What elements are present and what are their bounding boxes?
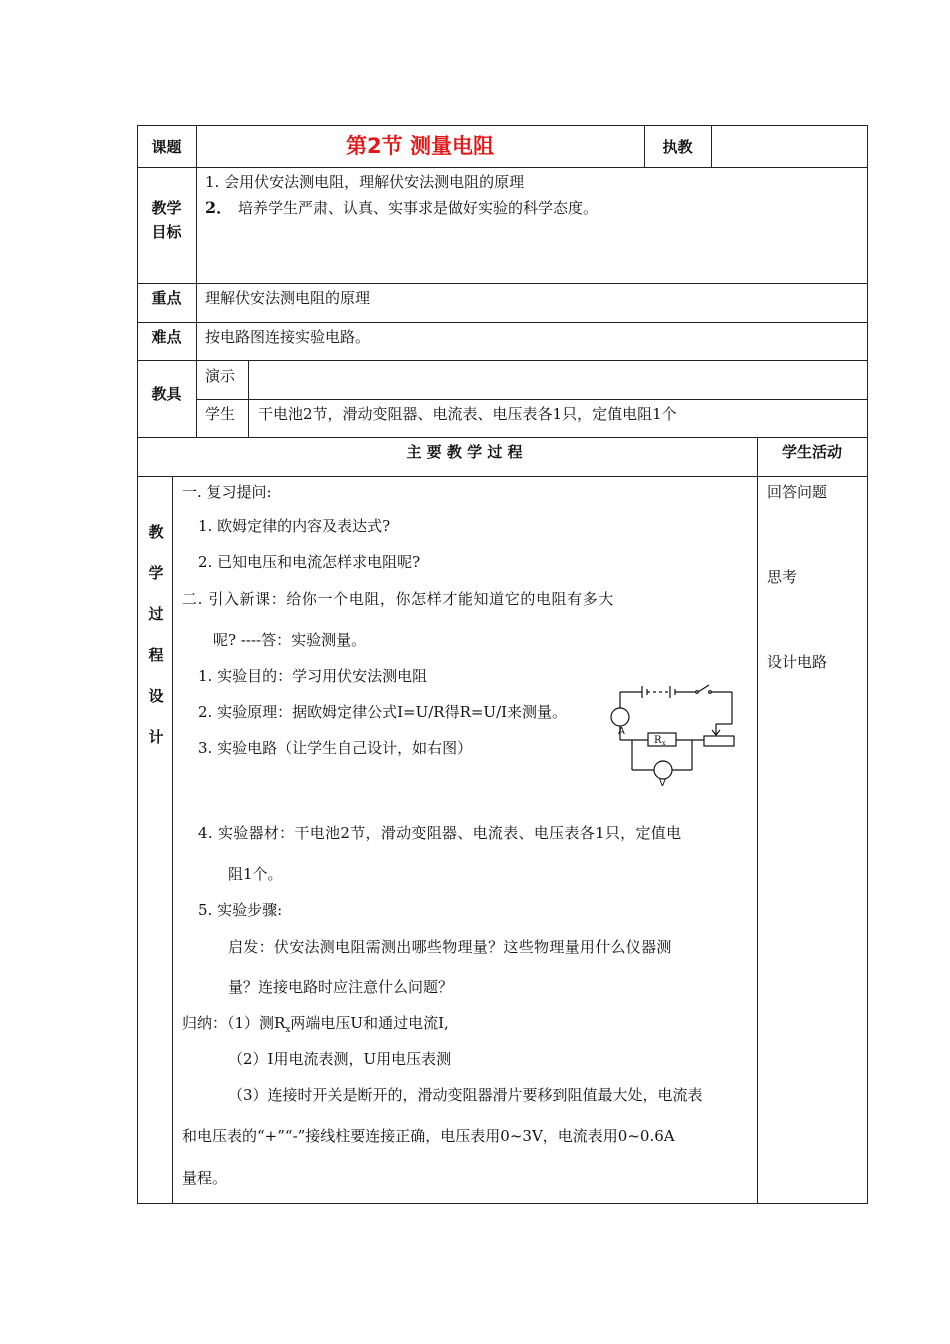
section-intro: 呢? ----答：实验测量。 bbox=[213, 631, 367, 649]
process-vertical-label bbox=[140, 522, 172, 768]
resistor-label: R bbox=[654, 735, 662, 746]
equipment-label: 教具 bbox=[151, 385, 182, 403]
topic-label: 课题 bbox=[151, 138, 182, 156]
process-label-char: 教 bbox=[148, 523, 164, 541]
goal-item: 培养学生严肃、认真、实事求是做好实验的科学态度。 bbox=[238, 199, 599, 217]
inspire-text: 量？连接电路时应注意什么问题？ bbox=[228, 978, 454, 996]
experiment-equipment: 4. 实验器材：干电池2节，滑动变阻器、电流表、电压表各1只，定值电 bbox=[198, 824, 682, 842]
table-border bbox=[137, 437, 868, 438]
experiment-steps: 5. 实验步骤: bbox=[198, 901, 283, 919]
process-title: 主 要 教 学 过 程 bbox=[406, 443, 523, 461]
resistor-subscript: x bbox=[662, 740, 666, 747]
review-question: 1. 欧姆定律的内容及表达式? bbox=[198, 517, 391, 535]
summary-text: 两端电压U和通过电流I, bbox=[290, 1014, 449, 1032]
demo-label: 演示 bbox=[205, 367, 236, 385]
teacher-label: 执教 bbox=[662, 138, 693, 156]
student-activity: 回答问题 bbox=[767, 483, 828, 501]
summary-item: 和电压表的“+”“-”接线柱要连接正确，电压表用0~3V，电流表用0~0.6A bbox=[182, 1127, 675, 1145]
goals-label: 教学 bbox=[151, 199, 182, 217]
summary-subscript: x bbox=[285, 1025, 291, 1035]
table-border bbox=[196, 399, 868, 400]
experiment-principle: 2. 实验原理：据欧姆定律公式I=U/R得R=U/I来测量。 bbox=[198, 703, 568, 721]
summary-item bbox=[182, 1013, 449, 1040]
student-equipment: 干电池2节，滑动变阻器、电流表、电压表各1只，定值电阻1个 bbox=[258, 405, 677, 423]
table-border bbox=[867, 125, 868, 1204]
review-question: 2. 已知电压和电流怎样求电阻呢? bbox=[198, 553, 421, 571]
process-label-char: 过 bbox=[148, 605, 164, 623]
summary-item: （2）I用电流表测，U用电压表测 bbox=[228, 1050, 452, 1068]
table-border bbox=[137, 476, 868, 477]
voltmeter-label: V bbox=[659, 778, 666, 789]
table-border bbox=[137, 322, 868, 323]
difficulty-text: 按电路图连接实验电路。 bbox=[205, 328, 371, 346]
table-border bbox=[137, 167, 868, 168]
experiment-circuit: 3. 实验电路（让学生自己设计，如右图） bbox=[198, 739, 473, 757]
difficulty-label: 难点 bbox=[151, 328, 182, 346]
goal-item: 1. 会用伏安法测电阻，理解伏安法测电阻的原理 bbox=[205, 173, 525, 191]
student-label: 学生 bbox=[205, 405, 236, 423]
process-label-char: 计 bbox=[148, 728, 164, 746]
table-border bbox=[137, 125, 868, 126]
section-review: 一. 复习提问: bbox=[182, 483, 272, 501]
process-label-char: 程 bbox=[148, 646, 164, 664]
goal-item-number: 2． bbox=[205, 198, 233, 217]
table-border bbox=[248, 360, 249, 438]
activity-header: 学生活动 bbox=[781, 443, 842, 461]
goals-label: 目标 bbox=[151, 223, 182, 241]
key-point-label: 重点 bbox=[151, 289, 182, 307]
summary-item: （3）连接时开关是断开的，滑动变阻器滑片要移到阻值最大处，电流表 bbox=[228, 1086, 703, 1104]
student-activity: 思考 bbox=[767, 568, 798, 586]
table-border bbox=[711, 125, 712, 168]
table-border bbox=[137, 360, 868, 361]
circuit-diagram bbox=[604, 680, 754, 790]
summary-text: 归纳：（1）测R bbox=[182, 1014, 286, 1032]
summary-item: 量程。 bbox=[182, 1169, 228, 1187]
experiment-equipment: 阻1个。 bbox=[228, 865, 283, 883]
table-border bbox=[196, 125, 197, 438]
table-border bbox=[137, 125, 138, 1204]
table-border bbox=[137, 1203, 868, 1204]
table-border bbox=[757, 437, 758, 1204]
experiment-purpose: 1. 实验目的：学习用伏安法测电阻 bbox=[198, 667, 428, 685]
table-border bbox=[172, 476, 173, 1204]
page-title: 第2节 测量电阻 bbox=[346, 134, 494, 158]
section-intro: 二. 引入新课：给你一个电阻，你怎样才能知道它的电阻有多大 bbox=[182, 590, 614, 608]
student-activity: 设计电路 bbox=[767, 653, 828, 671]
table-border bbox=[137, 283, 868, 284]
inspire-text: 启发：伏安法测电阻需测出哪些物理量？这些物理量用什么仪器测 bbox=[228, 938, 672, 956]
key-point-text: 理解伏安法测电阻的原理 bbox=[205, 289, 371, 307]
ammeter-label: A bbox=[618, 726, 625, 737]
process-label-char: 学 bbox=[148, 564, 164, 582]
process-label-char: 设 bbox=[148, 687, 164, 705]
